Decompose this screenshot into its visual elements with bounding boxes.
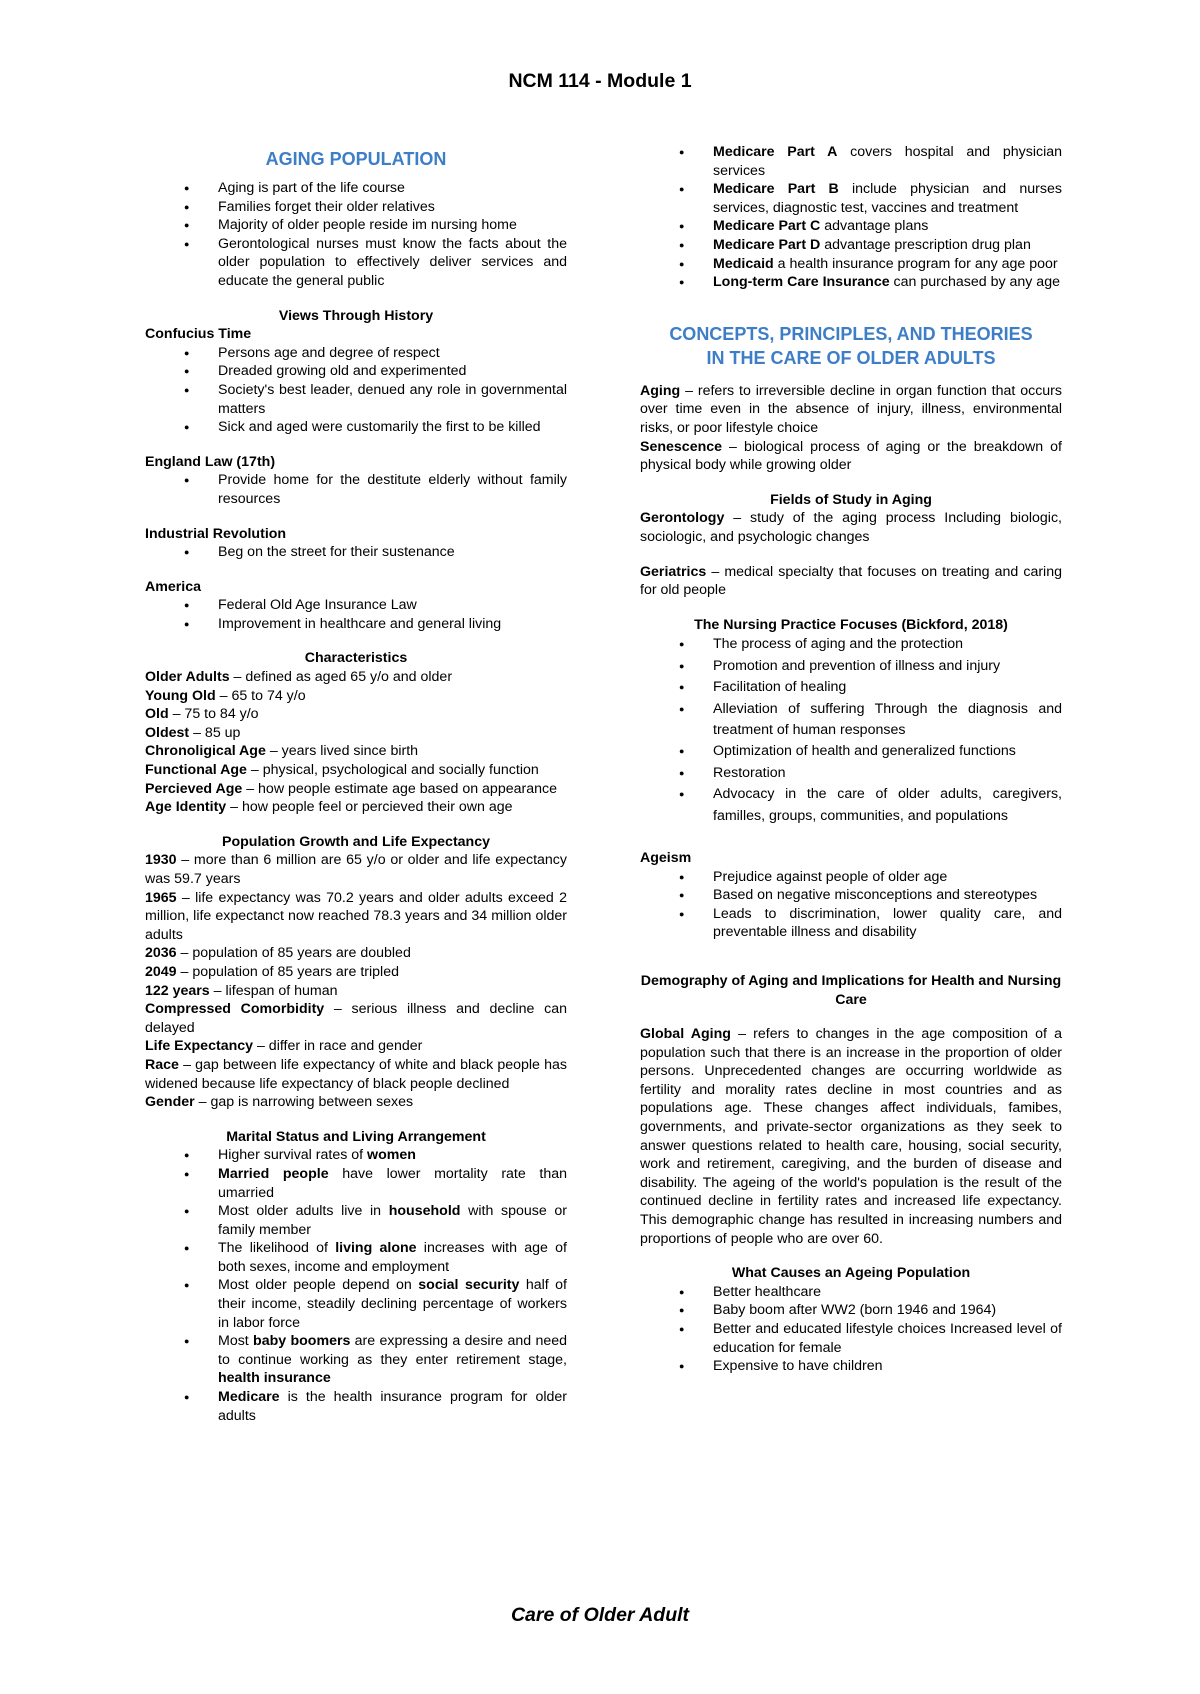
geriatrics-definition: Geriatrics – medical specialty that focuses on treating and caring for old people (640, 563, 1062, 599)
definition-item: Oldest – 85 up (145, 724, 241, 741)
list-item: ● Married people have lower mortality rate than umarried (145, 1165, 567, 1202)
definition-item: Age Identity – how people feel or percieved their own age (145, 799, 513, 816)
list-item: ● Optimization of health and generalized functions (640, 741, 1062, 762)
list-item: ● Higher survival rates of women (145, 1146, 567, 1165)
definition-item: 122 years – lifespan of human (145, 982, 338, 999)
list-item: ● Medicaid a health insurance program for any age poor (640, 255, 1062, 274)
list-item: ● Based on negative misconceptions and stereotypes (640, 886, 1062, 905)
gerontology-definition: Gerontology – study of the aging process Including biologic, sociologic, and psychologic changes (640, 510, 1062, 545)
ageism-bullets (640, 868, 1062, 942)
page-footer: Care of Older Adult (510, 1604, 690, 1626)
list-item: ● Majority of older people reside im nursing home (145, 216, 567, 235)
industrial-bullets (145, 543, 567, 562)
aging-bullets (145, 179, 567, 291)
definition-item: Compressed Comorbidity – serious illness and decline can delayed (145, 1001, 567, 1036)
list-item: ● Promotion and prevention of illness and injury (640, 656, 1062, 677)
list-item: ● Facilitation of healing (640, 677, 1062, 698)
list-item: ● Federal Old Age Insurance Law (145, 596, 567, 615)
list-item: ● Medicare Part D advantage prescription drug plan (640, 236, 1062, 255)
industrial-revolution-label: Industrial Revolution (145, 525, 287, 542)
england-bullets (145, 471, 567, 508)
nursing-practice-heading: The Nursing Practice Focuses (Bickford, 2018) (694, 616, 1008, 633)
list-item: ● Families forget their older relatives (145, 198, 567, 217)
causes-heading: What Causes an Ageing Population (731, 1265, 971, 1282)
england-law-label: England Law (17th) (145, 453, 276, 470)
definition-item: Gender – gap is narrowing between sexes (145, 1094, 414, 1111)
list-item: ● Medicare Part A covers hospital and physician services (640, 143, 1062, 180)
america-bullets (145, 596, 567, 633)
list-item: ● Most older adults live in household with spouse or family member (145, 1202, 567, 1239)
aging-definition: Aging – refers to irreversible decline in organ function that occurs over time even in the absence of injury, illness, environmental risks, or poor lifestyle choice (640, 382, 1062, 436)
list-item: ● Most baby boomers are expressing a desire and need to continue working as they enter retirement stage, health insurance (145, 1332, 567, 1388)
america-label: America (145, 578, 201, 595)
characteristics-heading: Characteristics (304, 650, 408, 667)
list-item: ● Better and educated lifestyle choices Increased level of education for female (640, 1320, 1062, 1357)
list-item: ● Medicare is the health insurance program for older adults (145, 1388, 567, 1425)
list-item: ● The likelihood of living alone increases with age of both sexes, income and employment (145, 1239, 567, 1276)
definition-item: Old – 75 to 84 y/o (145, 706, 259, 723)
definition-item: Life Expectancy – differ in race and gender (145, 1038, 423, 1055)
list-item: ● Baby boom after WW2 (born 1946 and 1964) (640, 1301, 1062, 1320)
definition-item: Young Old – 65 to 74 y/o (145, 687, 306, 704)
definition-item: Functional Age – physical, psychological and socially function (145, 762, 539, 779)
nursing-bullets (640, 634, 1062, 827)
demography-heading: Demography of Aging and Implications for Health and Nursing Care (640, 972, 1062, 1008)
definition-item: 2049 – population of 85 years are tripled (145, 963, 399, 980)
list-item: ● Beg on the street for their sustenance (145, 543, 567, 562)
list-item: ● The process of aging and the protection (640, 634, 1062, 655)
views-history-heading: Views Through History (278, 307, 434, 324)
marital-status-heading: Marital Status and Living Arrangement (226, 1128, 486, 1145)
list-item: ● Prejudice against people of older age (640, 868, 1062, 887)
list-item: ● Better healthcare (640, 1283, 1062, 1302)
ageism-label: Ageism (640, 849, 692, 866)
population-growth-heading: Population Growth and Life Expectancy (221, 833, 491, 850)
definition-item: 1965 – life expectancy was 70.2 years and older adults exceed 2 million, life expectanct now reached 78.3 years and 34 million older adults (145, 889, 567, 943)
list-item: ● Medicare Part B include physician and nurses services, diagnostic test, vaccines and treatment (640, 180, 1062, 217)
senescence-definition: Senescence – biological process of aging or the breakdown of physical body while growing older (640, 438, 1062, 474)
list-item: ● Advocacy in the care of older adults, caregivers, familles, groups, communities, and populations (640, 784, 1062, 827)
list-item: ● Most older people depend on social security half of their income, steadily declining percentage of workers in labor force (145, 1276, 567, 1332)
list-item: ● Persons age and degree of respect (145, 344, 567, 363)
definition-item: Chronoligical Age – years lived since birth (145, 743, 419, 760)
list-item: ● Sick and aged were customarily the first to be killed (145, 418, 567, 437)
page-header: NCM 114 - Module 1 (508, 70, 692, 92)
confucius-bullets (145, 344, 567, 437)
marital-bullets (145, 1146, 567, 1425)
definition-item: 1930 – more than 6 million are 65 y/o or older and life expectancy was 59.7 years (145, 852, 567, 887)
definition-item: Older Adults – defined as aged 65 y/o and older (145, 669, 453, 686)
list-item: ● Leads to discrimination, lower quality care, and preventable illness and disability (640, 905, 1062, 942)
fields-study-heading: Fields of Study in Aging (770, 491, 932, 508)
definition-item: Percieved Age – how people estimate age based on appearance (145, 780, 557, 797)
list-item: ● Long-term Care Insurance can purchased by any age (640, 273, 1062, 292)
list-item: ● Alleviation of suffering Through the diagnosis and treatment of human responses (640, 699, 1062, 742)
confucius-label: Confucius Time (145, 326, 252, 343)
list-item: ● Provide home for the destitute elderly without family resources (145, 471, 567, 508)
list-item: ● Improvement in healthcare and general living (145, 615, 567, 634)
medicare-bullets (640, 143, 1062, 292)
list-item: ● Aging is part of the life course (145, 179, 567, 198)
list-item: ● Restoration (640, 763, 1062, 784)
definition-item: Race – gap between life expectancy of white and black people has widened because life expectancy of black people declined (145, 1056, 567, 1092)
global-aging-definition: Global Aging – refers to changes in the age composition of a population such that there is an increase in the proportion of older persons. Unprecedented changes are occurring worldwide as fertility and morality rates decline in most countries and as populations age. These changes affect individuals, famibes, governments, and private-sector organizations as they seek to answer questions related to health care, housing, social security, work and retirement, caregiving, and the burden of disease and disability. The ageing of the world's population is the result of the continued decline in fertility rates and increased life expectancy. This demographic change has resulted in increasing numbers and proportions of people who are over 60. (640, 1026, 1062, 1247)
list-item: ● Medicare Part C advantage plans (640, 217, 1062, 236)
concepts-title: CONCEPTS, PRINCIPLES, AND THEORIES IN THE CARE OF OLDER ADULTS (669, 323, 1033, 368)
list-item: ● Society's best leader, denued any role in governmental matters (145, 381, 567, 418)
definition-item: 2036 – population of 85 years are doubled (145, 945, 411, 962)
list-item: ● Gerontological nurses must know the facts about the older population to effectively deliver services and educate the general public (145, 235, 567, 291)
causes-bullets (640, 1283, 1062, 1376)
left-column (145, 147, 567, 1425)
list-item: ● Dreaded growing old and experimented (145, 362, 567, 381)
aging-population-title: AGING POPULATION (265, 149, 447, 169)
right-column (640, 143, 1062, 1376)
list-item: ● Expensive to have children (640, 1357, 1062, 1376)
